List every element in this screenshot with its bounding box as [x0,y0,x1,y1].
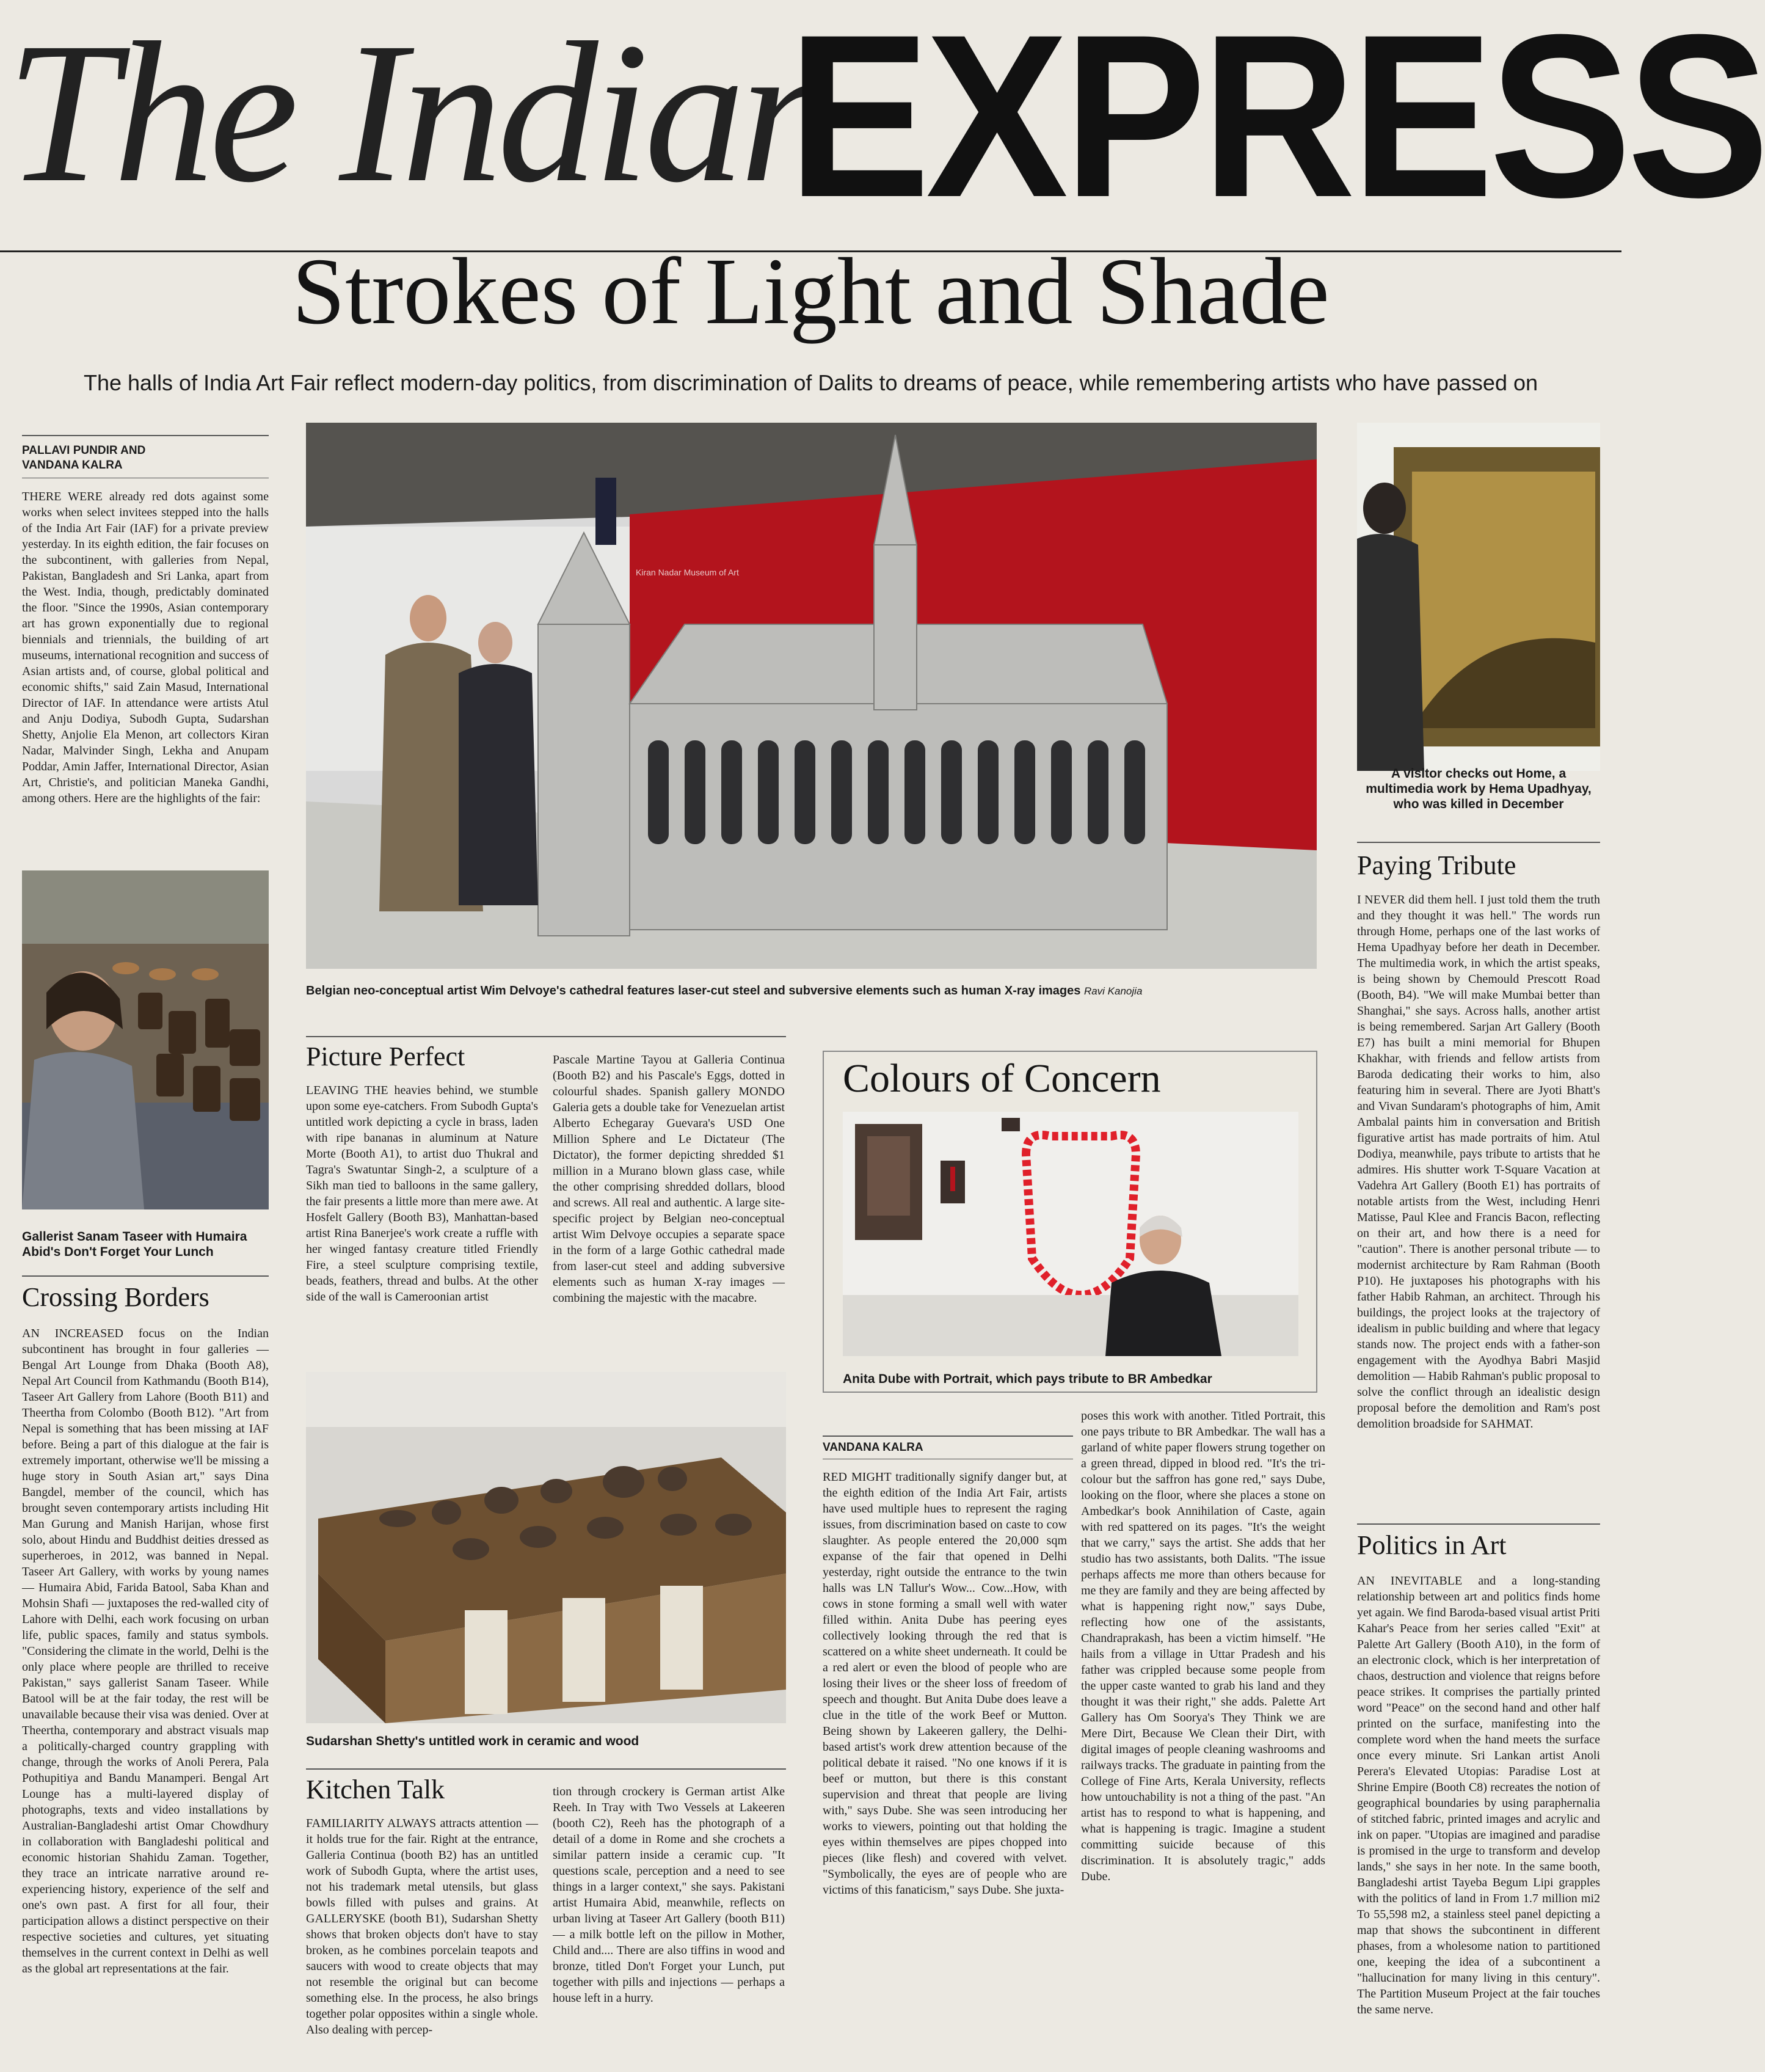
paying-tribute-rule [1357,842,1600,843]
kitchen-talk-text-1: FAMILIARITY ALWAYS attracts attention — it holds true for the fair. Right at the entrance, Galleria Continua (booth B2) has an untitled work of Subodh Gupta, where the artist uses, not his trademark metal utensils, but glass bowls filled with pulses and grains. At GALLERYSKE (booth B1), Sudarshan Shetty shows that broken objects don't have to stay broken, as he combines porcelain teapots and saucers with wood to create objects that may not resemble the original but can become something else. In the process, he also brings together polar opposites within a single whole. Also dealing with percep- [306,1817,538,2037]
colours-text-2: poses this work with another. Titled Portrait, this one pays tribute to BR Ambedkar. The wall has a garland of white paper flowers strung together on a green thread, dipped in blood red. "It's the tri-colour but the saffron has gone red," says Dube, looking on the floor, where she places a stone on Ambedkar's book Annihilation of Caste, again with red spattered on its pages. "It's the weight that we carry," says the artist. She adds that her studio has two assistants, both Dalits. "The issue perhaps affects me more than others because for me they are family and they are being affected by what is happening right now," says Dube, reflecting how one of the assistants, Chandraprakash, has been a victim himself. "He hails from a village in Uttar Pradesh and his father was crippled because some people from the upper caste wanted to grab his land and they thought it was their right," she adds. Palette Art Gallery has Om Soorya's They Think we are Mere Dirt, Because We Clean their Dirt, with digital images of people cleaning washrooms and railways tracks. The graduate in painting from the College of Fine Arts, Kerala University, reflects how untouchability is not a thing of the past. "An artist has to respond to what is happening, and what is happening is tragic. Imagine a student committing suicide because of this discrimination. It is absolutely tragic," adds Dube. [1081,1409,1325,1883]
home-caption: A visitor checks out Home, a multimedia work by Hema Upadhyay, who was killed in December [1366,767,1592,811]
shetty-caption: Sudarshan Shetty's untitled work in ceramic and wood [306,1734,639,1748]
politics-heading: Politics in Art [1357,1530,1507,1560]
politics-text: AN INEVITABLE and a long-standing relationship between art and politics finds home yet again. We find Baroda-based visual artist Priti Kahar's Peace from her series called "Exit" at Palette Art Gallery (Booth A10), in the form of an electronic clock, which is her interpretation of chaos, destruction and violence that reigns before peace strikes. It comprises the partially printed word "Peace" on the second hand and other half printed on the surface, manifesting into the complete word when the hand meets the surface once every minute. Sri Lankan artist Anoli Perera's Elevated Utopias: Paradise Lost at Shrine Empire (Booth C8) recreates the notion of geographical boundaries by using paraphernalia of stitched fabric, printed images and acrylic and ink on paper. "Utopias are imagined and paradise is promised in the urge to transform and develop lands," she says in her note. In the same booth, Bangladeshi artist Tayeba Begum Lipi grapples with the politics of land in From 1.7 million mi2 To 55,598 m2, a stainless steel panel depicting a map that shows the subcontinent in different phases, from a wholesome nation to partitioned one, keeping the idea of a subcontinent a "hallucination for many living in this century". The Partition Museum Project at the fair touches the same nerve. [1357,1574,1600,2016]
museum-sign: Kiran Nadar Museum of Art [636,567,739,577]
masthead-title-italic: The Indian [6,1,837,224]
dube-photo [843,1112,1298,1356]
picture-perfect-heading: Picture Perfect [306,1041,465,1071]
home-photo [1357,423,1600,771]
page-deck: The halls of India Art Fair reflect modern-day politics, from discrimination of Dalits to dreams of peace, while remembering artists who have passed on [83,370,1538,395]
colours-of-concern-heading: Colours of Concern [843,1056,1161,1101]
cathedral-caption-text: Belgian neo-conceptual artist Wim Delvoye's cathedral features laser-cut steel and subversive elements such as human X-ray images [306,984,1081,998]
taseer-caption: Gallerist Sanam Taseer with Humaira Abid's Don't Forget Your Lunch [22,1230,247,1259]
colours-text-1: RED MIGHT traditionally signify danger but, at the eighth edition of the India Art Fair, artists have used multiple hues to represent the raging issues, from discrimination based on caste to cow slaughter. As people entered the 20,000 sqm expanse of the fair that opened in Delhi yesterday, right outside the entrance to the twin halls was LN Tallur's Wow... Cow...How, with cows in stone forming a small well with water filled within. Anita Dube has peering eyes collectively looking through the red that is scattered on a white sheet underneath. It could be a red alert or even the blood of people who are losing their lives or the sheer loss of freedom of speech and thought. But Anita Dube does leave a clue in the title of the work Beef or Mutton. Being shown by Lakeeren gallery, the Delhi-based artist's work drew attention because of the political debate it raised. "No one knows if it is beef or mutton, but there is this constant supervision and threat that people are living with," says Dube. She was seen introducing her works to viewers, pointing out that holding the eyes within themselves are pipes chopped into pieces (like flesh) and covered with velvet. "Symbolically, the eyes are of people who are victims of this fanaticism," says Dube. She juxta- [823,1470,1067,1897]
kitchen-talk-heading: Kitchen Talk [306,1775,445,1804]
politics-rule [1357,1523,1600,1525]
picture-perfect-text-2: Pascale Martine Tayou at Galleria Continua (Booth B2) and his Pascale's Eggs, dotted in colourful shades. Spanish gallery MONDO Galeria gets a double take for Venezuelan artist Alberto Echegaray Guevara's USD One Million Sphere and Le Dictateur (The Dictator), the former depicting shredded $1 million in a Murano blown glass case, while the other comprising shredded dollars, blood and screws. All real and authentic. A large site-specific project by Belgian neo-conceptual artist Wim Delvoye occupies a separate space in the form of a large Gothic cathedral made from laser-cut steel and adding subversive elements such as human X-ray images — combining the majestic with the macabre. [553,1053,785,1305]
intro-byline-2: VANDANA KALRA [22,459,123,472]
picture-perfect-text-1: LEAVING THE heavies behind, we stumble upon some eye-catchers. From Subodh Gupta's untitled work depicting a cycle in brass, laden with ripe bananas in aluminum at Nature Morte (Booth A1), to artist duo Thukral and Tagra's Swatuntar Singh-2, a sculpture of a Sikh man tied to balloons in the same gallery, the fair presents a little more than mere awe. At Hosfelt Gallery (Booth B3), Manhattan-based artist Rina Banerjee's work create a ruffle with her winged fantasy creature titled Friendly Fire, a steel sculpture comprising textile, beads, feathers, thread and bulbs. At the other side of the wall is Cameroonian artist [306,1084,538,1304]
paying-tribute-heading: Paying Tribute [1357,850,1516,880]
cathedral-caption [306,983,1317,999]
page-headline: Strokes of Light and Shade [292,238,1330,344]
dube-caption: Anita Dube with Portrait, which pays tribute to BR Ambedkar [843,1372,1212,1386]
cathedral-photo [306,423,1317,969]
crossing-borders-text: AN INCREASED focus on the Indian subcontinent has brought in four galleries — Bengal Art Lounge from Dhaka (Booth A8), Nepal Art Council from Kathmandu (Booth B14), Taseer Art Gallery from Lahore (Booth B11) and Theertha from Colombo (Booth B12). "Art from Nepal is something that has been missing at IAF before. Being a part of this dialogue at the fair is extremely important, otherwise we'll be missing a huge story in South Asian art," says Dina Bangdel, member of the council, which has brought seven contemporary artists including Hit Man Gurung and Manish Harijan, whose first solo, about Hindu and Buddhist deities dressed as superheroes, in 2012, was banned in Nepal. Taseer Art Gallery, with works by young names — Humaira Abid, Farida Batool, Saba Khan and Mohsin Shafi — juxtaposes the red-walled city of Lahore with Delhi, each work focusing on urban life, public spaces, family and status symbols. "Considering the climate in the world, Delhi is the only place where people are thrilled to receive Pakistan," says gallerist Sanam Taseer. While Batool will be at the fair today, the rest will be unavailable because their visa was denied. Over at Theertha, contemporary and abstract visuals map a politically-charged country grappling with change, through the works of Anoli Perera, Pala Pothupitiya and Bandu Manamperi. Bengal Art Lounge has a multi-layered display of photographs, texts and video installations by Australian-Bangladeshi artist Omar Chowdhury in collaboration with Bangladeshi political and economic historian Shahidu Zaman. Together, they trace an intricate narrative around re-experiencing history, experience of the self and one's own past. A first for all four, their participation allows a distinct perspective on their respective societies and cultures, yet situating themselves in the current context in Delhi as well as the global art representations at the fair. [22,1327,269,1975]
paying-tribute-text: I NEVER did them hell. I just told them the truth and they thought it was hell." The words run through Home, perhaps one of the last works of Hema Upadhyay before her death in December. The multimedia work, in which the artist speaks, is being shown by Chemould Prescott Road (Booth, B4). "We will make Mumbai better than Shanghai," she says. Across halls, another artist is being remembered. Sarjan Art Gallery (Booth E7) has built a mini memorial for Bhupen Khakhar, with friends and fellow artists from Baroda dedicating their works to him, also featuring him in several. There are Jyoti Bhatt's and Vivan Sundaram's photographs of him, Amit Ambalal paints him in conversation and British figurative artist has made portraits of him. Atul Dodiya, meanwhile, pays tribute to artists that he admires. His shutter work T-Square Vacation at Vadehra Art Gallery (Booth E1) has portraits of notable artists from the West, including Henri Matisse, Paul Klee and Francis Bacon, reflecting on their art, and how there is a need for "caution". There is another personal tribute — to modernist architecture by Ram Rahman (Booth P10). He juxtaposes his photographs with his father Habib Rahman, an architect. Through his buildings, the project looks at the trajectory of idealism in public building and where that legacy stands now. The project ends with a father-son engagement with the Ayodhya Babri Masjid demolition — Habib Rahman's public proposal to solve the conflict through an idealistic design proposal before the demolition and Ram's post demolition broadside for SAHMAT. [1357,893,1600,1431]
colours-byline-rule [823,1435,1073,1437]
intro-text: THERE WERE already red dots against some works when select invitees stepped into the halls of the India Art Fair (IAF) for a private preview yesterday. In its eighth edition, the fair focuses on the subcontinent, with galleries from Nepal, Pakistan, Bangladesh and Sri Lanka, apart from the West. India, though, predictably dominated the floor. "Since the 1990s, Asian contemporary art has grown exponentially due to regional biennials and triennials, the building of art museums, international recognition and success of Asian artists and, of course, global political and economic shifts," said Zain Masud, International Director of IAF. In attendance were artists Atul and Anju Dodiya, Subodh Gupta, Sudarshan Shetty, Anjolie Ela Menon, art collectors Kiran Nadar, Malvinder Singh, Lekha and Anupam Poddar, Amin Jaffer, International Director, Asian Art, Christie's, and politician Maneka Gandhi, among others. Here are the highlights of the fair: [22,490,269,805]
taseer-photo [22,870,269,1209]
cathedral-photo-credit: Ravi Kanojia [1083,985,1143,997]
kitchen-talk-text-2: tion through crockery is German artist Alke Reeh. In Tray with Two Vessels at Lakeeren (booth C2), Reeh has the photograph of a detail of a dome in Rome and she crochets a similar pattern inside a ceramic cup. "It questions scale, perception and a need to see things in a larger context," she says. Pakistani artist Humaira Abid, meanwhile, reflects on urban living at Taseer Art Gallery (booth B11) — a milk bottle left on the pillow in Mother, Child and.... There are also tiffins in wood and bronze, titled Don't Forget your Lunch, put together with pills and injections — perhaps a house left in a hurry. [553,1785,785,2005]
picture-perfect-rule [306,1036,786,1037]
crossing-borders-heading: Crossing Borders [22,1282,209,1312]
colours-byline: VANDANA KALRA [823,1441,923,1454]
shetty-photo [306,1372,786,1723]
intro-byline-1: PALLAVI PUNDIR AND [22,444,146,457]
kitchen-talk-rule [306,1768,786,1770]
intro-rule [22,435,269,436]
masthead-title-bold: EXPRESS [788,0,1765,246]
crossing-borders-rule [22,1275,269,1277]
